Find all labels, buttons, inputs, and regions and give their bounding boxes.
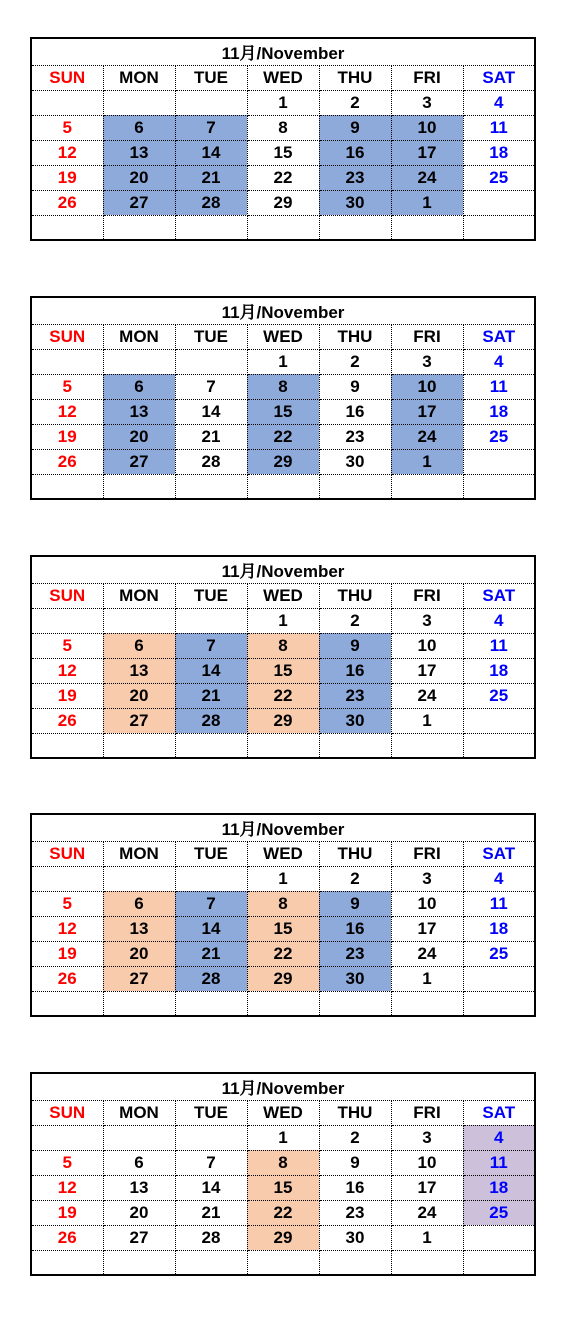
header-sun: SUN xyxy=(31,583,103,608)
calendar-title: 11月/November xyxy=(31,297,535,324)
day-cell: 21 xyxy=(175,1200,247,1225)
week-row xyxy=(31,991,535,1016)
day-cell xyxy=(103,608,175,633)
day-cell: 13 xyxy=(103,916,175,941)
day-cell: 17 xyxy=(391,140,463,165)
day-cell xyxy=(175,866,247,891)
day-cell: 9 xyxy=(319,374,391,399)
day-cell: 7 xyxy=(175,1150,247,1175)
day-cell: 14 xyxy=(175,1175,247,1200)
day-cell: 30 xyxy=(319,1225,391,1250)
day-cell: 16 xyxy=(319,1175,391,1200)
week-row xyxy=(31,733,535,758)
day-cell: 14 xyxy=(175,140,247,165)
day-cell: 1 xyxy=(247,866,319,891)
weekday-header-row xyxy=(31,65,535,90)
day-cell xyxy=(391,474,463,499)
header-mon: MON xyxy=(103,1100,175,1125)
day-cell xyxy=(31,349,103,374)
day-cell: 12 xyxy=(31,140,103,165)
header-sun: SUN xyxy=(31,65,103,90)
day-cell: 1 xyxy=(247,1125,319,1150)
day-cell xyxy=(463,1225,535,1250)
calendar-table xyxy=(30,813,536,1017)
week-row xyxy=(31,90,535,115)
day-cell xyxy=(463,733,535,758)
day-cell xyxy=(103,474,175,499)
week-row xyxy=(31,1250,535,1275)
day-cell: 9 xyxy=(319,891,391,916)
day-cell xyxy=(31,866,103,891)
day-cell: 1 xyxy=(391,708,463,733)
day-cell: 17 xyxy=(391,658,463,683)
day-cell xyxy=(31,733,103,758)
header-wed: WED xyxy=(247,583,319,608)
day-cell: 4 xyxy=(463,90,535,115)
header-thu: THU xyxy=(319,65,391,90)
day-cell: 25 xyxy=(463,683,535,708)
day-cell: 20 xyxy=(103,424,175,449)
header-tue: TUE xyxy=(175,324,247,349)
day-cell xyxy=(247,474,319,499)
header-sat: SAT xyxy=(463,324,535,349)
day-cell: 26 xyxy=(31,708,103,733)
day-cell: 29 xyxy=(247,1225,319,1250)
week-row xyxy=(31,891,535,916)
week-row xyxy=(31,1225,535,1250)
week-row xyxy=(31,658,535,683)
header-sat: SAT xyxy=(463,841,535,866)
day-cell: 17 xyxy=(391,916,463,941)
day-cell xyxy=(31,90,103,115)
day-cell: 10 xyxy=(391,374,463,399)
week-row xyxy=(31,966,535,991)
day-cell: 1 xyxy=(247,608,319,633)
day-cell: 5 xyxy=(31,633,103,658)
day-cell: 27 xyxy=(103,708,175,733)
day-cell: 18 xyxy=(463,658,535,683)
day-cell: 26 xyxy=(31,966,103,991)
day-cell: 7 xyxy=(175,891,247,916)
title-row xyxy=(31,556,535,583)
day-cell xyxy=(247,215,319,240)
day-cell xyxy=(175,474,247,499)
day-cell xyxy=(103,866,175,891)
day-cell: 26 xyxy=(31,190,103,215)
day-cell xyxy=(463,708,535,733)
day-cell: 12 xyxy=(31,1175,103,1200)
day-cell: 6 xyxy=(103,115,175,140)
day-cell: 8 xyxy=(247,374,319,399)
day-cell: 22 xyxy=(247,165,319,190)
week-row xyxy=(31,941,535,966)
day-cell: 6 xyxy=(103,891,175,916)
day-cell: 5 xyxy=(31,1150,103,1175)
day-cell xyxy=(391,991,463,1016)
weekday-header-row xyxy=(31,583,535,608)
header-mon: MON xyxy=(103,583,175,608)
day-cell xyxy=(391,733,463,758)
week-row xyxy=(31,115,535,140)
day-cell: 21 xyxy=(175,424,247,449)
day-cell: 3 xyxy=(391,90,463,115)
weekday-header-row xyxy=(31,841,535,866)
day-cell: 17 xyxy=(391,399,463,424)
day-cell: 22 xyxy=(247,1200,319,1225)
day-cell xyxy=(319,991,391,1016)
calendar-title: 11月/November xyxy=(31,814,535,841)
day-cell xyxy=(175,991,247,1016)
day-cell: 11 xyxy=(463,115,535,140)
calendar-table xyxy=(30,1072,536,1276)
calendar-table xyxy=(30,555,536,759)
header-fri: FRI xyxy=(391,1100,463,1125)
day-cell xyxy=(31,991,103,1016)
day-cell: 8 xyxy=(247,633,319,658)
day-cell: 10 xyxy=(391,891,463,916)
day-cell: 23 xyxy=(319,683,391,708)
day-cell: 29 xyxy=(247,708,319,733)
day-cell: 1 xyxy=(391,966,463,991)
calendar-title: 11月/November xyxy=(31,38,535,65)
day-cell xyxy=(391,215,463,240)
day-cell: 4 xyxy=(463,349,535,374)
day-cell: 3 xyxy=(391,349,463,374)
day-cell xyxy=(463,449,535,474)
day-cell: 24 xyxy=(391,941,463,966)
day-cell: 20 xyxy=(103,683,175,708)
day-cell: 6 xyxy=(103,374,175,399)
header-fri: FRI xyxy=(391,324,463,349)
day-cell: 15 xyxy=(247,916,319,941)
day-cell xyxy=(247,991,319,1016)
day-cell xyxy=(31,1250,103,1275)
day-cell xyxy=(31,215,103,240)
week-row xyxy=(31,608,535,633)
header-thu: THU xyxy=(319,1100,391,1125)
day-cell: 18 xyxy=(463,399,535,424)
day-cell: 26 xyxy=(31,1225,103,1250)
day-cell: 14 xyxy=(175,916,247,941)
day-cell: 2 xyxy=(319,349,391,374)
day-cell: 22 xyxy=(247,941,319,966)
day-cell: 18 xyxy=(463,1175,535,1200)
header-wed: WED xyxy=(247,1100,319,1125)
calendar-title: 11月/November xyxy=(31,1073,535,1100)
day-cell: 24 xyxy=(391,424,463,449)
day-cell: 5 xyxy=(31,374,103,399)
week-row xyxy=(31,140,535,165)
day-cell: 21 xyxy=(175,683,247,708)
day-cell xyxy=(103,733,175,758)
header-sat: SAT xyxy=(463,583,535,608)
day-cell: 12 xyxy=(31,658,103,683)
day-cell: 25 xyxy=(463,941,535,966)
week-row xyxy=(31,474,535,499)
header-mon: MON xyxy=(103,65,175,90)
header-sun: SUN xyxy=(31,324,103,349)
title-row xyxy=(31,38,535,65)
day-cell: 10 xyxy=(391,1150,463,1175)
week-row xyxy=(31,708,535,733)
day-cell: 18 xyxy=(463,140,535,165)
day-cell: 21 xyxy=(175,941,247,966)
day-cell: 14 xyxy=(175,399,247,424)
day-cell: 20 xyxy=(103,1200,175,1225)
day-cell: 1 xyxy=(391,190,463,215)
day-cell: 3 xyxy=(391,866,463,891)
header-thu: THU xyxy=(319,324,391,349)
day-cell: 13 xyxy=(103,1175,175,1200)
header-wed: WED xyxy=(247,65,319,90)
day-cell: 9 xyxy=(319,1150,391,1175)
day-cell: 19 xyxy=(31,941,103,966)
week-row xyxy=(31,916,535,941)
day-cell: 14 xyxy=(175,658,247,683)
header-tue: TUE xyxy=(175,841,247,866)
day-cell xyxy=(175,215,247,240)
day-cell: 3 xyxy=(391,608,463,633)
week-row xyxy=(31,374,535,399)
day-cell xyxy=(175,1125,247,1150)
day-cell: 16 xyxy=(319,140,391,165)
day-cell: 8 xyxy=(247,1150,319,1175)
weekday-header-row xyxy=(31,1100,535,1125)
header-sat: SAT xyxy=(463,1100,535,1125)
day-cell: 24 xyxy=(391,1200,463,1225)
day-cell: 1 xyxy=(247,90,319,115)
header-tue: TUE xyxy=(175,583,247,608)
day-cell: 3 xyxy=(391,1125,463,1150)
day-cell xyxy=(175,608,247,633)
day-cell: 26 xyxy=(31,449,103,474)
day-cell: 4 xyxy=(463,1125,535,1150)
header-tue: TUE xyxy=(175,1100,247,1125)
day-cell xyxy=(463,474,535,499)
day-cell: 12 xyxy=(31,399,103,424)
day-cell: 15 xyxy=(247,140,319,165)
day-cell: 1 xyxy=(391,449,463,474)
day-cell: 23 xyxy=(319,941,391,966)
week-row xyxy=(31,683,535,708)
day-cell: 5 xyxy=(31,115,103,140)
header-sat: SAT xyxy=(463,65,535,90)
week-row xyxy=(31,1150,535,1175)
day-cell: 16 xyxy=(319,916,391,941)
header-thu: THU xyxy=(319,841,391,866)
header-fri: FRI xyxy=(391,583,463,608)
day-cell: 25 xyxy=(463,1200,535,1225)
day-cell: 28 xyxy=(175,190,247,215)
day-cell: 2 xyxy=(319,608,391,633)
header-sun: SUN xyxy=(31,1100,103,1125)
day-cell: 27 xyxy=(103,966,175,991)
week-row xyxy=(31,1125,535,1150)
day-cell: 1 xyxy=(391,1225,463,1250)
day-cell: 28 xyxy=(175,1225,247,1250)
day-cell: 30 xyxy=(319,190,391,215)
day-cell: 1 xyxy=(247,349,319,374)
day-cell xyxy=(463,190,535,215)
title-row xyxy=(31,297,535,324)
day-cell: 8 xyxy=(247,891,319,916)
day-cell xyxy=(103,1250,175,1275)
header-fri: FRI xyxy=(391,841,463,866)
day-cell xyxy=(319,1250,391,1275)
title-row xyxy=(31,814,535,841)
day-cell: 30 xyxy=(319,966,391,991)
day-cell: 7 xyxy=(175,374,247,399)
weekday-header-row xyxy=(31,324,535,349)
day-cell: 28 xyxy=(175,708,247,733)
day-cell: 23 xyxy=(319,424,391,449)
day-cell: 7 xyxy=(175,633,247,658)
day-cell: 2 xyxy=(319,866,391,891)
day-cell: 16 xyxy=(319,399,391,424)
day-cell: 15 xyxy=(247,658,319,683)
calendar-table xyxy=(30,296,536,500)
day-cell: 20 xyxy=(103,165,175,190)
day-cell: 22 xyxy=(247,683,319,708)
day-cell: 2 xyxy=(319,1125,391,1150)
day-cell: 30 xyxy=(319,449,391,474)
day-cell: 5 xyxy=(31,891,103,916)
day-cell: 11 xyxy=(463,891,535,916)
day-cell: 22 xyxy=(247,424,319,449)
day-cell: 17 xyxy=(391,1175,463,1200)
day-cell: 7 xyxy=(175,115,247,140)
week-row xyxy=(31,399,535,424)
day-cell: 29 xyxy=(247,190,319,215)
week-row xyxy=(31,215,535,240)
day-cell: 24 xyxy=(391,165,463,190)
day-cell: 27 xyxy=(103,190,175,215)
day-cell xyxy=(175,349,247,374)
week-row xyxy=(31,1200,535,1225)
day-cell xyxy=(31,1125,103,1150)
calendar-title: 11月/November xyxy=(31,556,535,583)
week-row xyxy=(31,424,535,449)
day-cell: 4 xyxy=(463,608,535,633)
day-cell: 23 xyxy=(319,165,391,190)
day-cell: 29 xyxy=(247,449,319,474)
week-row xyxy=(31,165,535,190)
week-row xyxy=(31,449,535,474)
day-cell: 9 xyxy=(319,115,391,140)
day-cell: 15 xyxy=(247,399,319,424)
day-cell xyxy=(103,991,175,1016)
day-cell xyxy=(31,474,103,499)
day-cell: 24 xyxy=(391,683,463,708)
header-wed: WED xyxy=(247,841,319,866)
day-cell: 21 xyxy=(175,165,247,190)
day-cell xyxy=(31,608,103,633)
day-cell: 6 xyxy=(103,633,175,658)
day-cell xyxy=(463,215,535,240)
day-cell: 4 xyxy=(463,866,535,891)
day-cell xyxy=(103,215,175,240)
day-cell: 19 xyxy=(31,165,103,190)
day-cell xyxy=(175,1250,247,1275)
day-cell xyxy=(247,1250,319,1275)
day-cell xyxy=(175,90,247,115)
day-cell: 19 xyxy=(31,424,103,449)
day-cell: 10 xyxy=(391,115,463,140)
day-cell: 11 xyxy=(463,1150,535,1175)
day-cell xyxy=(463,991,535,1016)
day-cell xyxy=(247,733,319,758)
header-tue: TUE xyxy=(175,65,247,90)
day-cell: 13 xyxy=(103,399,175,424)
calendar-table xyxy=(30,37,536,241)
day-cell: 11 xyxy=(463,633,535,658)
header-thu: THU xyxy=(319,583,391,608)
day-cell xyxy=(463,966,535,991)
day-cell: 13 xyxy=(103,140,175,165)
header-wed: WED xyxy=(247,324,319,349)
day-cell: 25 xyxy=(463,165,535,190)
day-cell: 25 xyxy=(463,424,535,449)
day-cell: 29 xyxy=(247,966,319,991)
day-cell: 30 xyxy=(319,708,391,733)
week-row xyxy=(31,866,535,891)
day-cell: 27 xyxy=(103,449,175,474)
day-cell: 19 xyxy=(31,1200,103,1225)
day-cell: 20 xyxy=(103,941,175,966)
day-cell xyxy=(319,215,391,240)
day-cell: 27 xyxy=(103,1225,175,1250)
day-cell: 13 xyxy=(103,658,175,683)
week-row xyxy=(31,1175,535,1200)
day-cell: 6 xyxy=(103,1150,175,1175)
day-cell: 8 xyxy=(247,115,319,140)
day-cell: 11 xyxy=(463,374,535,399)
day-cell: 19 xyxy=(31,683,103,708)
header-mon: MON xyxy=(103,841,175,866)
day-cell xyxy=(463,1250,535,1275)
header-fri: FRI xyxy=(391,65,463,90)
day-cell: 2 xyxy=(319,90,391,115)
day-cell: 10 xyxy=(391,633,463,658)
day-cell xyxy=(103,1125,175,1150)
week-row xyxy=(31,190,535,215)
header-mon: MON xyxy=(103,324,175,349)
day-cell: 28 xyxy=(175,449,247,474)
day-cell: 16 xyxy=(319,658,391,683)
day-cell: 18 xyxy=(463,916,535,941)
day-cell xyxy=(391,1250,463,1275)
week-row xyxy=(31,633,535,658)
day-cell xyxy=(175,733,247,758)
day-cell: 15 xyxy=(247,1175,319,1200)
day-cell xyxy=(319,733,391,758)
day-cell: 9 xyxy=(319,633,391,658)
day-cell: 12 xyxy=(31,916,103,941)
day-cell xyxy=(319,474,391,499)
day-cell: 28 xyxy=(175,966,247,991)
title-row xyxy=(31,1073,535,1100)
day-cell: 23 xyxy=(319,1200,391,1225)
header-sun: SUN xyxy=(31,841,103,866)
day-cell xyxy=(103,349,175,374)
day-cell xyxy=(103,90,175,115)
week-row xyxy=(31,349,535,374)
